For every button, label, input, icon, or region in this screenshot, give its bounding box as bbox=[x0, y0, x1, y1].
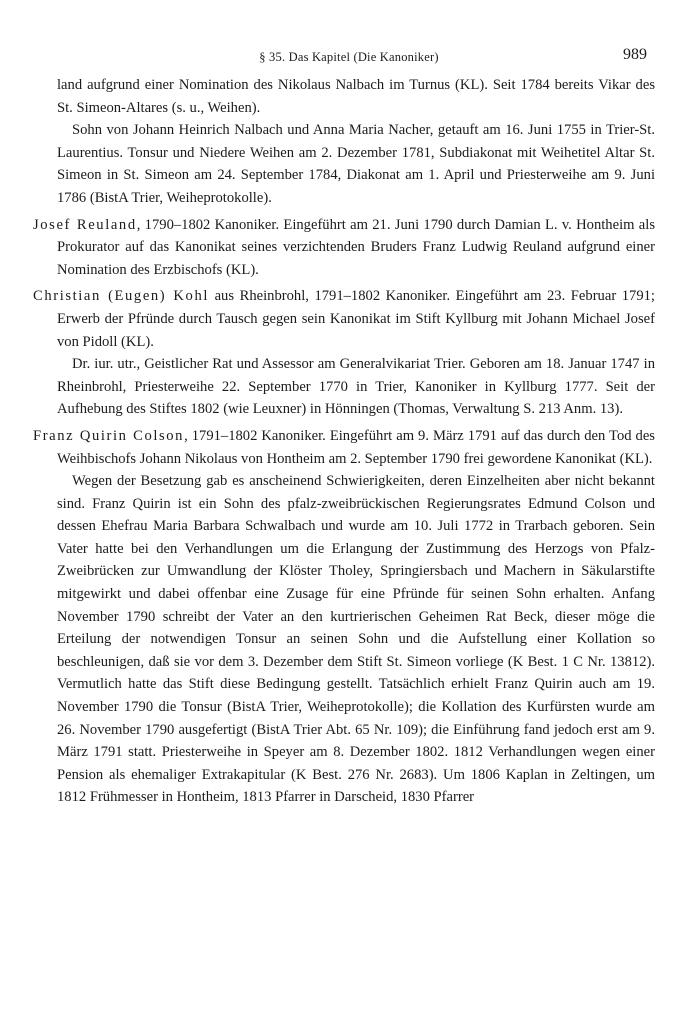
running-head bbox=[33, 46, 655, 74]
colson-bio-paragraph: Wegen der Besetzung gab es anscheinend Schwierigkeiten, deren Einzelheiten aber nicht bekannt sind. Franz Quirin ist ein Sohn des pfalz-zweibrückischen Regierungsrates Edmund Colson und dessen Ehefrau Maria Barbara Schwalbach und wurde am 10. Juli 1772 in Trarbach geboren. Sein Vater hatte bei den Verhandlungen um die Erlangung der Zustimmung des Herzogs von Pfalz-Zweibrücken zur Umwandlung der Klöster Tholey, Springiersbach und Machern in Säkularstifte mitgewirkt und dabei offenbar eine Zusage für eine Pfründe für seinen Sohn erhalten. Anfang November 1790 schreibt der Vater an den kurtrierischen Geheimen Rat Beck, dieser möge die Erteilung der notwendigen Tonsur an seinen Sohn und die Aufstellung einer Kollation so beschleunigen, daß sie vor dem 3. Dezember dem Stift St. Simeon vorliege (K Best. 1 C Nr. 13812). Vermutlich hatte das Stift diese Bedingung gestellt. Tatsächlich erhielt Franz Quirin auch am 19. November 1790 die Tonsur (BistA Trier, Weiheprotokolle); die Kollation des Kurfürsten wurde am 26. November 1790 ausgefertigt (BistA Trier Abt. 65 Nr. 109); die Einführung fand jedoch erst am 9. März 1791 statt. Priesterweihe in Speyer am 8. Dezember 1802. 1812 Verhandlungen wegen einer Pension als ehemaliger Extrakapitular (K Best. 276 Nr. 2683). Um 1806 Kaplan in Zeltingen, um 1812 Frühmesser in Hontheim, 1813 Pfarrer in Darscheid, 1830 Pfarrer bbox=[57, 473, 655, 806]
section-title: § 35. Das Kapitel (Die Kanoniker) bbox=[259, 50, 439, 64]
entry-text: , 1790–1802 Kanoniker. Eingeführt am 21. Juni 1790 durch Damian L. v. Hontheim als Prokurator auf das Kanonikat seines verzichtenden Bruders Franz Ludwig Reuland aufgrund einer Nomination des Erzbischofs (KL). bbox=[57, 216, 655, 278]
entry-name: Josef Reuland bbox=[33, 216, 137, 233]
entry-kohl bbox=[33, 285, 655, 353]
entry-text: , 1791–1802 Kanoniker. Eingeführt am 9. März 1791 auf das durch den Tod des Weihbischofs Johann Nikolaus von Hontheim am 2. September 1790 frei gewordene Kanonikat (KL). bbox=[57, 427, 655, 467]
entry-colson bbox=[33, 425, 655, 470]
kohl-bio-paragraph: Dr. iur. utr., Geistlicher Rat und Assessor am Generalvikariat Trier. Geboren am 18. Januar 1747 in Rheinbrohl, Priesterweihe 22. September 1770 in Trier, Kanoniker in Kyllburg 1777. Seit der Aufhebung des Stiftes 1802 (wie Leuxner) in Hönningen (Thomas, Verwaltung S. 213 Anm. 13). bbox=[57, 356, 655, 418]
continued-paragraph: land aufgrund einer Nomination des Nikolaus Nalbach im Turnus (KL). Seit 1784 bereits Vikar des St. Simeon-Altares (s. u., Weihen). bbox=[57, 77, 655, 116]
entry-name: Christian (Eugen) Kohl bbox=[33, 288, 210, 305]
body-text bbox=[33, 74, 655, 809]
entry-text: aus Rheinbrohl, 1791–1802 Kanoniker. Eingeführt am 23. Februar 1791; Erwerb der Pfründe durch Tausch gegen sein Kanonikat im Stift Kyllburg mit Johann Michael Josef von Pidoll (KL). bbox=[57, 288, 655, 350]
book-page bbox=[33, 46, 655, 809]
entry-name: Franz Quirin Colson bbox=[33, 427, 185, 444]
nalbach-bio-paragraph: Sohn von Johann Heinrich Nalbach und Anna Maria Nacher, getauft am 16. Juni 1755 in Trier-St. Laurentius. Tonsur und Niedere Weihen am 2. Dezember 1781, Subdiakonat mit Weihetitel Altar St. Simeon in St. Simeon am 24. September 1784, Diakonat am 1. April und Priesterweihe am 9. Juni 1786 (BistA Trier, Weiheprotokolle). bbox=[57, 122, 655, 206]
page-number: 989 bbox=[623, 46, 647, 63]
entry-reuland bbox=[33, 214, 655, 282]
